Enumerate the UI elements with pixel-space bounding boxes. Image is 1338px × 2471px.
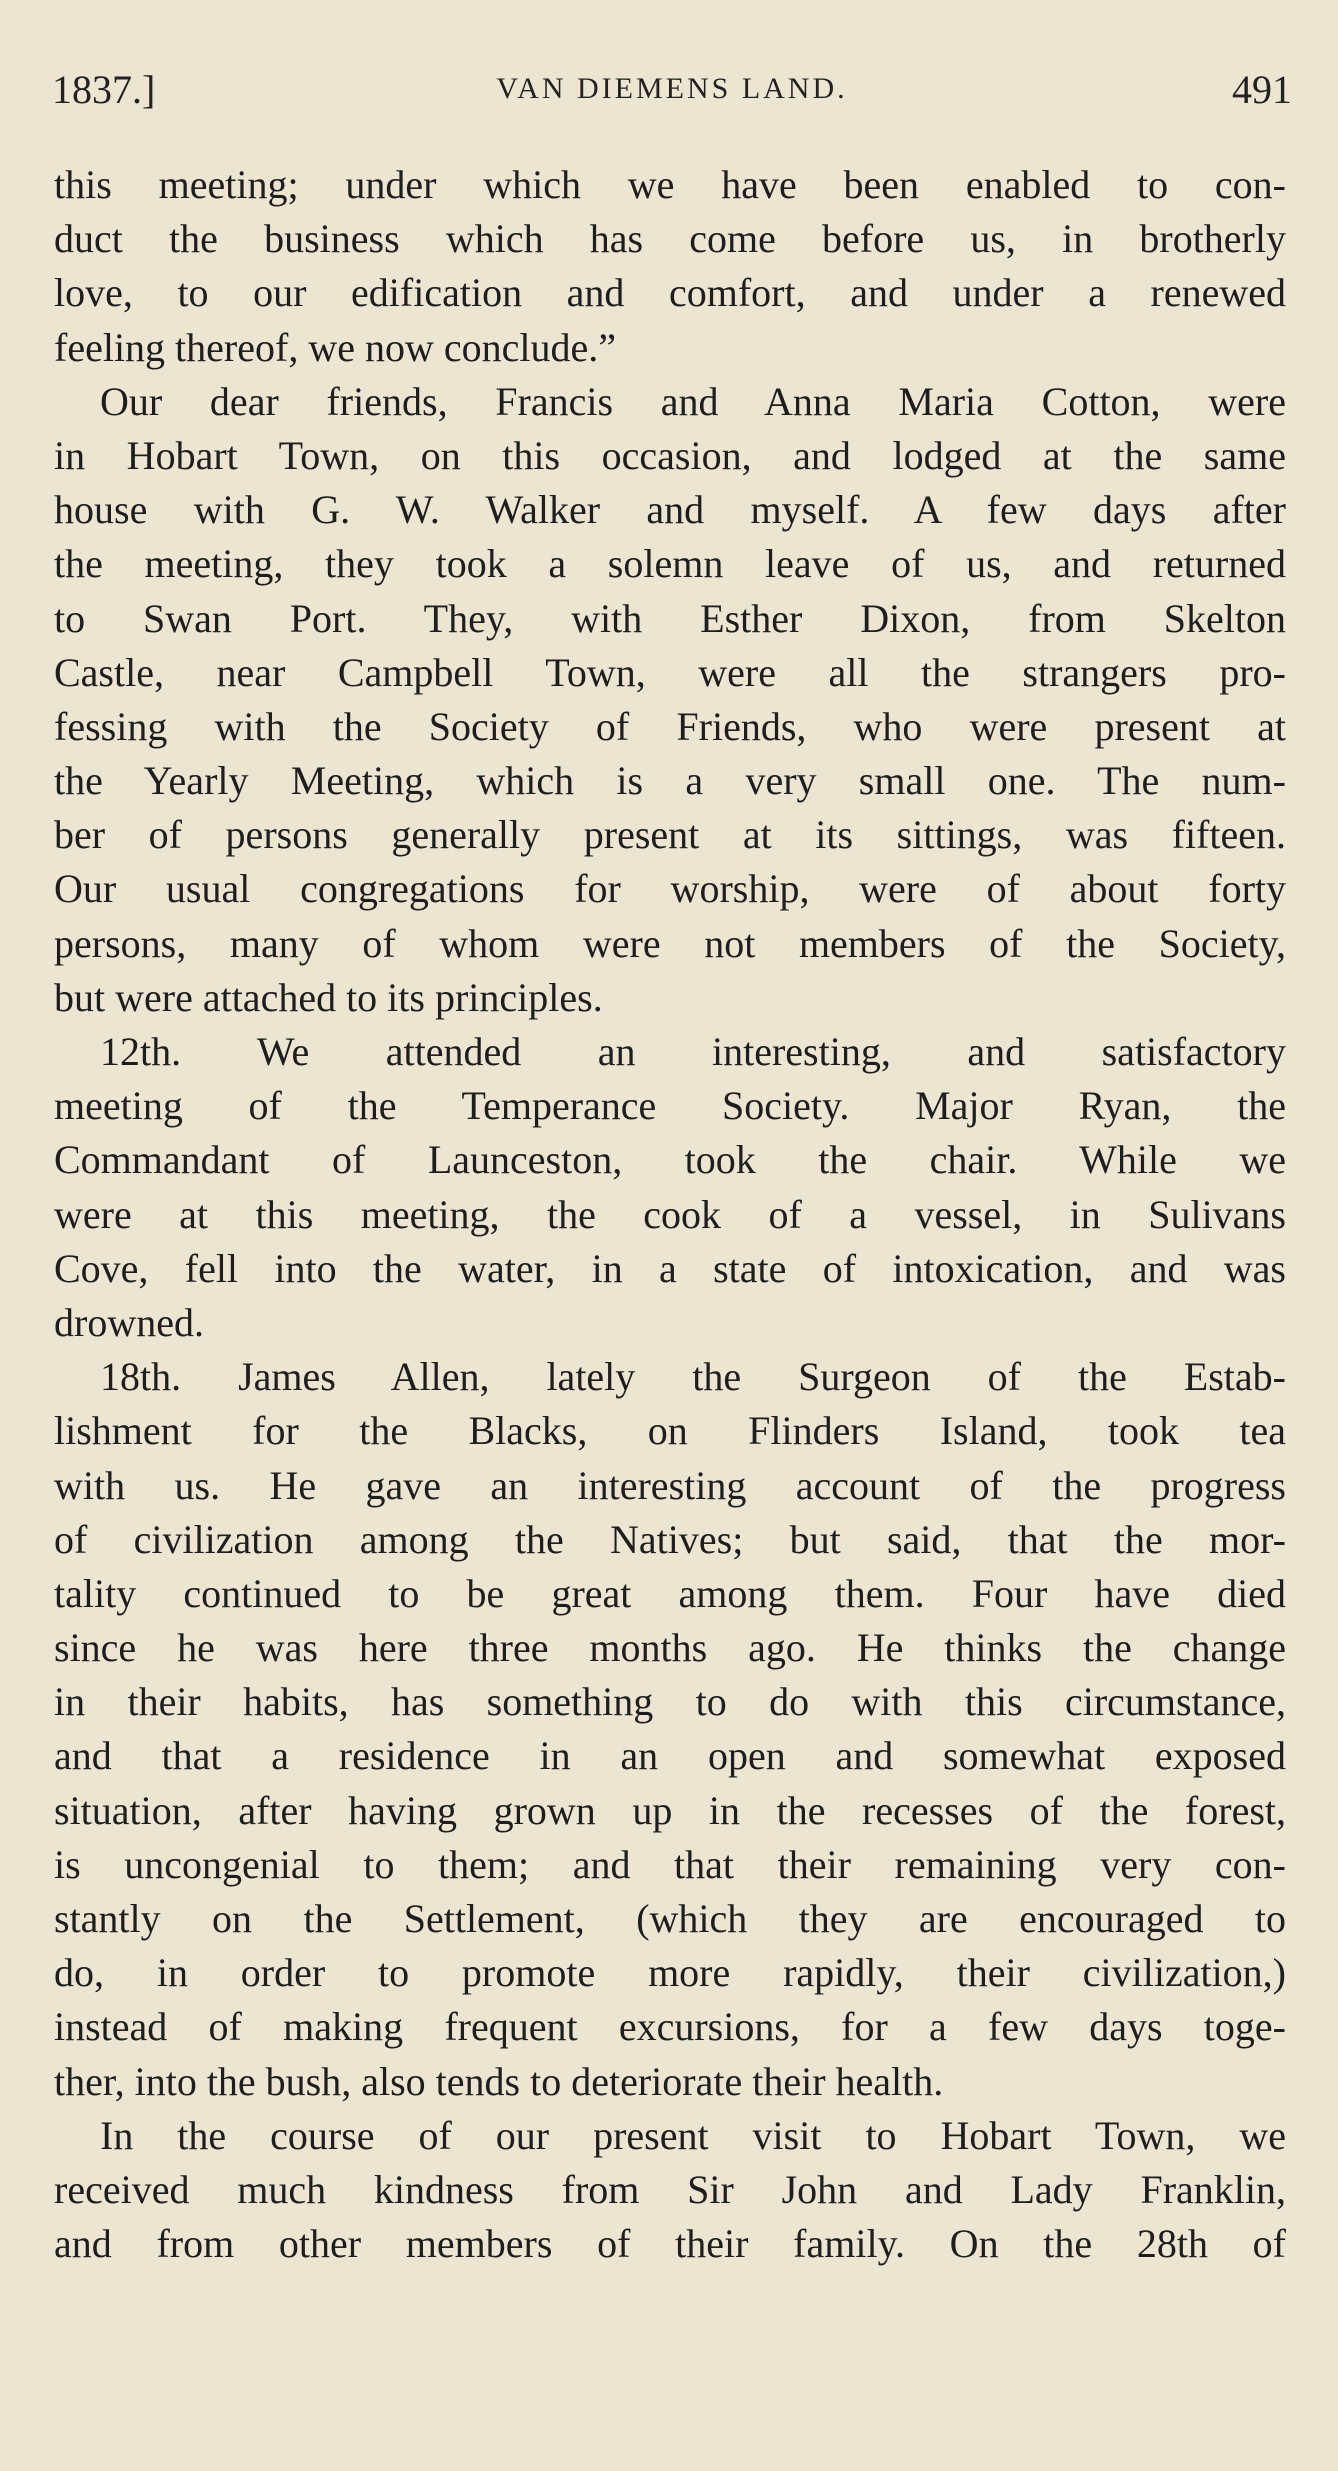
- text-line: in Hobart Town, on this occasion, and lodged at the same: [54, 432, 1286, 478]
- text-line: of civilization among the Natives; but said, that the mor-: [54, 1516, 1286, 1562]
- text-line: love, to our edification and comfort, and under a renewed: [54, 270, 1286, 316]
- text-line: the meeting, they took a solemn leave of us, and returned: [54, 541, 1286, 587]
- text-line: Our dear friends, Francis and Anna Maria Cotton, were: [100, 378, 1286, 424]
- text-line: in their habits, has something to do with this circumstance,: [54, 1679, 1286, 1725]
- text-line: duct the business which has come before us, in brotherly: [54, 216, 1286, 262]
- text-line: since he was here three months ago. He thinks the change: [54, 1625, 1286, 1671]
- text-line: situation, after having grown up in the recesses of the forest,: [54, 1787, 1286, 1833]
- text-line: tality continued to be great among them. Four have died: [54, 1570, 1286, 1616]
- text-line: In the course of our present visit to Hobart Town, we: [100, 2112, 1286, 2158]
- page-number: 491: [1232, 67, 1292, 112]
- text-line: were at this meeting, the cook of a vessel, in Sulivans: [54, 1191, 1286, 1237]
- text-line: ber of persons generally present at its sittings, was fifteen.: [54, 812, 1286, 858]
- text-line: 12th. We attended an interesting, and satisfactory: [100, 1029, 1286, 1074]
- body-text: [54, 158, 1286, 2271]
- text-line: the Yearly Meeting, which is a very small one. The num-: [54, 758, 1286, 804]
- text-line: 18th. James Allen, lately the Surgeon of the Estab-: [100, 1354, 1286, 1400]
- running-title: VAN DIEMENS LAND.: [496, 72, 848, 105]
- text-line: Cove, fell into the water, in a state of intoxication, and was: [54, 1245, 1286, 1291]
- text-line: Castle, near Campbell Town, were all the strangers pro-: [54, 649, 1286, 695]
- text-line: to Swan Port. They, with Esther Dixon, from Skelton: [54, 595, 1286, 641]
- text-line: lishment for the Blacks, on Flinders Island, took tea: [54, 1408, 1286, 1454]
- text-line: meeting of the Temperance Society. Major Ryan, the: [54, 1083, 1286, 1129]
- text-line: persons, many of whom were not members of the Society,: [54, 920, 1286, 966]
- text-line: house with G. W. Walker and myself. A few days after: [54, 487, 1286, 533]
- text-line: drowned.: [54, 1299, 204, 1345]
- text-line: stantly on the Settlement, (which they are encouraged to: [54, 1896, 1286, 1941]
- running-header: [52, 66, 1292, 126]
- text-line: instead of making frequent excursions, for a few days toge-: [54, 2004, 1286, 2050]
- text-line: ther, into the bush, also tends to deteriorate their health.: [54, 2058, 944, 2104]
- text-line: received much kindness from Sir John and Lady Franklin,: [54, 2166, 1286, 2212]
- header-year: 1837.]: [52, 67, 156, 112]
- text-line: is uncongenial to them; and that their remaining very con-: [54, 1841, 1286, 1887]
- text-line: fessing with the Society of Friends, who were present at: [54, 703, 1286, 749]
- text-line: do, in order to promote more rapidly, their civilization,): [54, 1950, 1286, 1996]
- text-line: this meeting; under which we have been enabled to con-: [54, 162, 1286, 207]
- text-line: Commandant of Launceston, took the chair. While we: [54, 1137, 1286, 1183]
- text-line: Our usual congregations for worship, were of about forty: [54, 866, 1286, 912]
- text-line: feeling thereof, we now conclude.”: [54, 324, 616, 370]
- text-line: but were attached to its principles.: [54, 974, 603, 1020]
- text-line: and that a residence in an open and somewhat exposed: [54, 1733, 1286, 1779]
- text-line: and from other members of their family. On the 28th of: [54, 2221, 1286, 2267]
- text-line: with us. He gave an interesting account of the progress: [54, 1462, 1286, 1508]
